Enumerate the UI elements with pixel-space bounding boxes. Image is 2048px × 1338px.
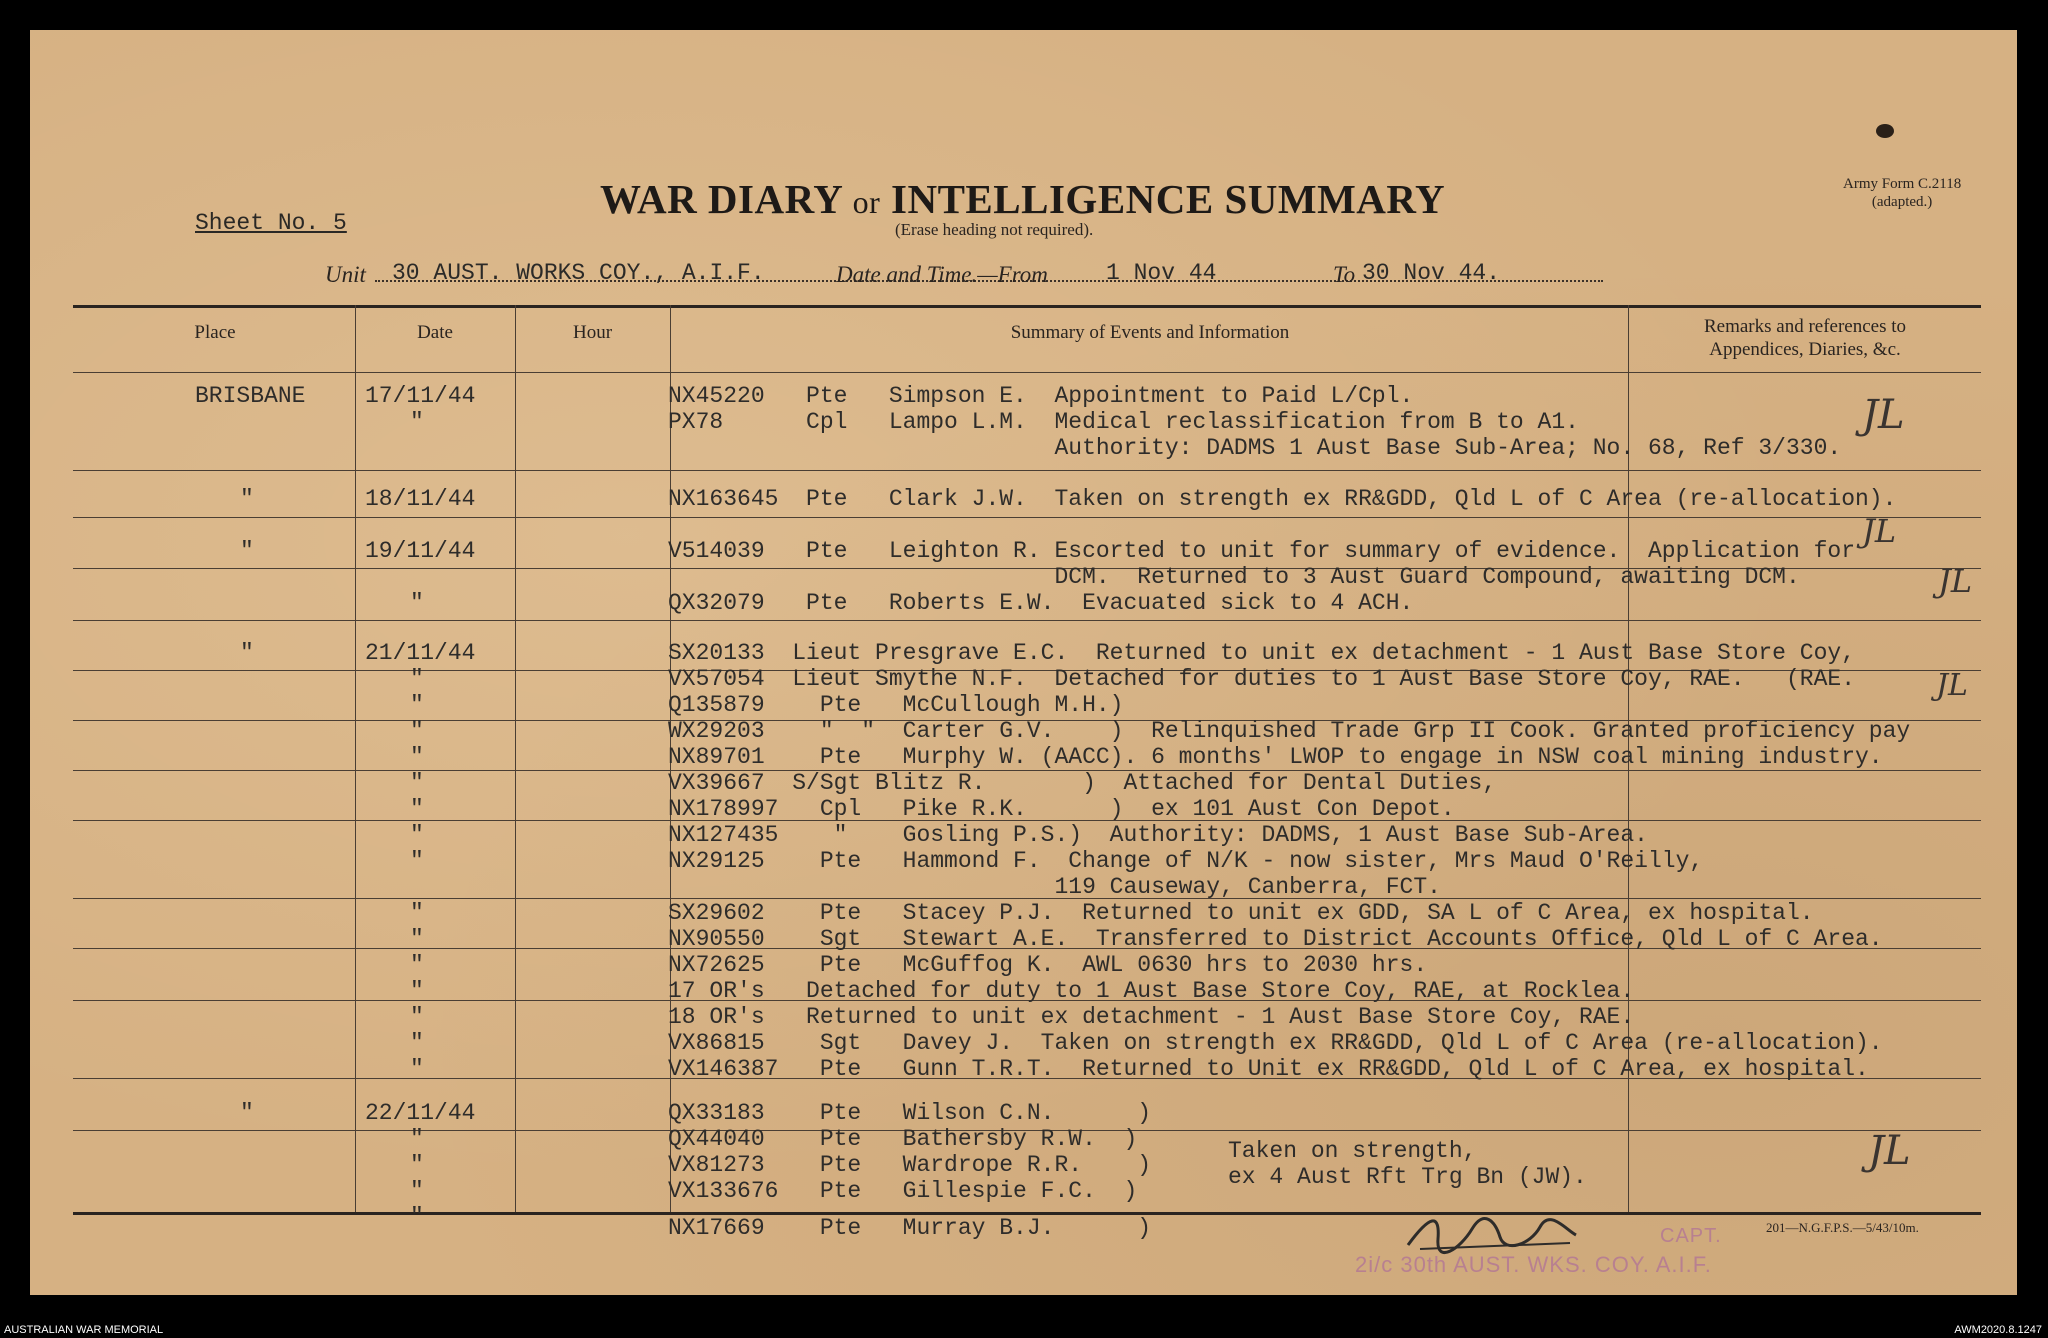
date-cell: 17/11/44	[365, 383, 476, 409]
entry-line: NX127435 " Gosling P.S.) Authority: DADMS, 1 Aust Base Sub-Area.	[668, 822, 1648, 848]
date-cell: "	[410, 900, 424, 926]
entry-line: QX44040 Pte Bathersby R.W. )	[668, 1126, 1138, 1152]
date-cell: "	[410, 409, 424, 435]
entry-line: VX146387 Pte Gunn T.R.T. Returned to Unit ex RR&GDD, Qld L of C Area, ex hospital.	[668, 1056, 1869, 1082]
entry-line: VX57054 Lieut Smythe N.F. Detached for duties to 1 Aust Base Store Coy, RAE. (RAE.	[668, 666, 1855, 692]
initials-mark: JL	[1938, 562, 1973, 600]
to-label: To	[1333, 262, 1356, 287]
date-cell: "	[410, 1126, 424, 1152]
date-cell: "	[410, 1004, 424, 1030]
initials-mark: JL	[1862, 512, 1897, 550]
footer-catalog-id: AWM2020.8.1247	[1954, 1324, 2042, 1336]
date-cell: "	[410, 848, 424, 874]
entry-line: V514039 Pte Leighton R. Escorted to unit for summary of evidence. Application for	[668, 538, 1855, 564]
entry-line: NX29125 Pte Hammond F. Change of N/K - now sister, Mrs Maud O'Reilly,	[668, 848, 1704, 874]
unit-value: 30 AUST. WORKS COY., A.I.F.	[392, 260, 765, 286]
entry-line: VX133676 Pte Gillespie F.C. )	[668, 1178, 1138, 1204]
initials-mark: JL	[1862, 392, 1905, 438]
place-cell: "	[240, 486, 254, 512]
date-cell: "	[410, 590, 424, 616]
col-divider-date	[515, 305, 516, 1212]
entry-line: Q135879 Pte McCullough M.H.)	[668, 692, 1124, 718]
date-cell: 21/11/44	[365, 640, 476, 666]
entry-line: WX29203 " " Carter G.V. ) Relinquished Trade Grp II Cook. Granted proficiency pay	[668, 718, 1911, 744]
entry-line: VX86815 Sgt Davey J. Taken on strength ex RR&GDD, Qld L of C Area (re-allocation).	[668, 1030, 1883, 1056]
date-cell: "	[410, 952, 424, 978]
date-cell: "	[410, 744, 424, 770]
unit-label: Unit	[325, 262, 366, 287]
print-code: 201—N.G.F.P.S.—5/43/10m.	[1766, 1220, 1919, 1235]
date-cell: "	[410, 1030, 424, 1056]
entry-line: SX29602 Pte Stacey P.J. Returned to unit ex GDD, SA L of C Area, ex hospital.	[668, 900, 1814, 926]
entry-line: NX45220 Pte Simpson E. Appointment to Paid L/Cpl.	[668, 383, 1414, 409]
place-cell: "	[240, 538, 254, 564]
date-cell: 18/11/44	[365, 486, 476, 512]
entry-line: SX20133 Lieut Presgrave E.C. Returned to unit ex detachment - 1 Aust Base Store Coy,	[668, 640, 1855, 666]
date-cell: "	[410, 926, 424, 952]
entry-line: 119 Causeway, Canberra, FCT.	[668, 874, 1441, 900]
date-cell: "	[410, 692, 424, 718]
col-header-date: Date	[417, 322, 453, 343]
date-cell: "	[410, 1204, 424, 1230]
entry-line: NX90550 Sgt Stewart A.E. Transferred to District Accounts Office, Qld L of C Area.	[668, 926, 1883, 952]
erase-note: (Erase heading not required).	[895, 220, 1094, 239]
date-cell: "	[410, 666, 424, 692]
entry-line: NX89701 Pte Murphy W. (AACC). 6 months' LWOP to engage in NSW coal mining industry.	[668, 744, 1883, 770]
date-cell: "	[410, 718, 424, 744]
header-bottom-rule	[73, 372, 1981, 373]
col-header-place: Place	[194, 322, 236, 343]
date-label: Date and Time.—From	[836, 262, 1048, 287]
date-from: 1 Nov 44	[1106, 260, 1217, 286]
date-cell: "	[410, 822, 424, 848]
stamp-unit: 2i/c 30th AUST. WKS. COY. A.I.F.	[1355, 1252, 1712, 1277]
entry-line: Authority: DADMS 1 Aust Base Sub-Area; No. 68, Ref 3/330.	[668, 435, 1842, 461]
signature	[1400, 1205, 1580, 1257]
col-header-hour: Hour	[572, 322, 613, 343]
date-cell: 22/11/44	[365, 1100, 476, 1126]
entry-line: QX32079 Pte Roberts E.W. Evacuated sick to 4 ACH.	[668, 590, 1414, 616]
entry-line: VX81273 Pte Wardrope R.R. )	[668, 1152, 1152, 1178]
row-rule	[73, 517, 1981, 518]
army-form-label: Army Form C.2118 (adapted.)	[1843, 176, 1962, 210]
date-to: 30 Nov 44.	[1362, 260, 1501, 286]
entry-line: DCM. Returned to 3 Aust Guard Compound, awaiting DCM.	[668, 564, 1800, 590]
page-title: WAR DIARY or INTELLIGENCE SUMMARY	[600, 176, 1446, 222]
col-header-summary: Summary of Events and Information	[1010, 322, 1290, 343]
footer-source: AUSTRALIAN WAR MEMORIAL	[4, 1324, 164, 1336]
place-cell: "	[240, 640, 254, 666]
entry-line: 18 OR's Returned to unit ex detachment - 1 Aust Base Store Coy, RAE.	[668, 1004, 1635, 1030]
entry-line: NX17669 Pte Murray B.J. )	[668, 1215, 1152, 1241]
initials-mark: JL	[1936, 668, 1968, 703]
table-top-rule	[73, 305, 1981, 308]
date-cell: "	[410, 978, 424, 1004]
date-cell: "	[410, 1178, 424, 1204]
punch-hole	[1876, 124, 1894, 138]
row-rule	[73, 620, 1981, 621]
entry-line: NX163645 Pte Clark J.W. Taken on strength ex RR&GDD, Qld L of C Area (re-allocation).	[668, 486, 1897, 512]
col-divider-place	[355, 305, 356, 1212]
date-cell: 19/11/44	[365, 538, 476, 564]
sheet-number: Sheet No. 5	[195, 210, 347, 236]
entry-line: NX72625 Pte McGuffog K. AWL 0630 hrs to 2030 hrs.	[668, 952, 1428, 978]
date-cell: "	[410, 1152, 424, 1178]
entry-line: VX39667 S/Sgt Blitz R. ) Attached for Dental Duties,	[668, 770, 1497, 796]
entry-line: QX33183 Pte Wilson C.N. )	[668, 1100, 1152, 1126]
initials-mark: JL	[1868, 1128, 1911, 1174]
tos-note: Taken on strength,	[1228, 1138, 1477, 1164]
date-cell: "	[410, 796, 424, 822]
col-header-remarks: Remarks and references to Appendices, Diaries, &c.	[1703, 316, 1907, 360]
tos-note: ex 4 Aust Rft Trg Bn (JW).	[1228, 1164, 1587, 1190]
entry-line: NX178997 Cpl Pike R.K. ) ex 101 Aust Con Depot.	[668, 796, 1455, 822]
entry-line: 17 OR's Detached for duty to 1 Aust Base Store Coy, RAE, at Rocklea.	[668, 978, 1635, 1004]
stamp-rank: CAPT.	[1660, 1225, 1722, 1247]
row-rule	[73, 470, 1981, 471]
date-cell: "	[410, 770, 424, 796]
entry-line: PX78 Cpl Lampo L.M. Medical reclassification from B to A1.	[668, 409, 1579, 435]
place-cell: BRISBANE	[195, 383, 306, 409]
place-cell: "	[240, 1100, 254, 1126]
date-cell: "	[410, 1056, 424, 1082]
